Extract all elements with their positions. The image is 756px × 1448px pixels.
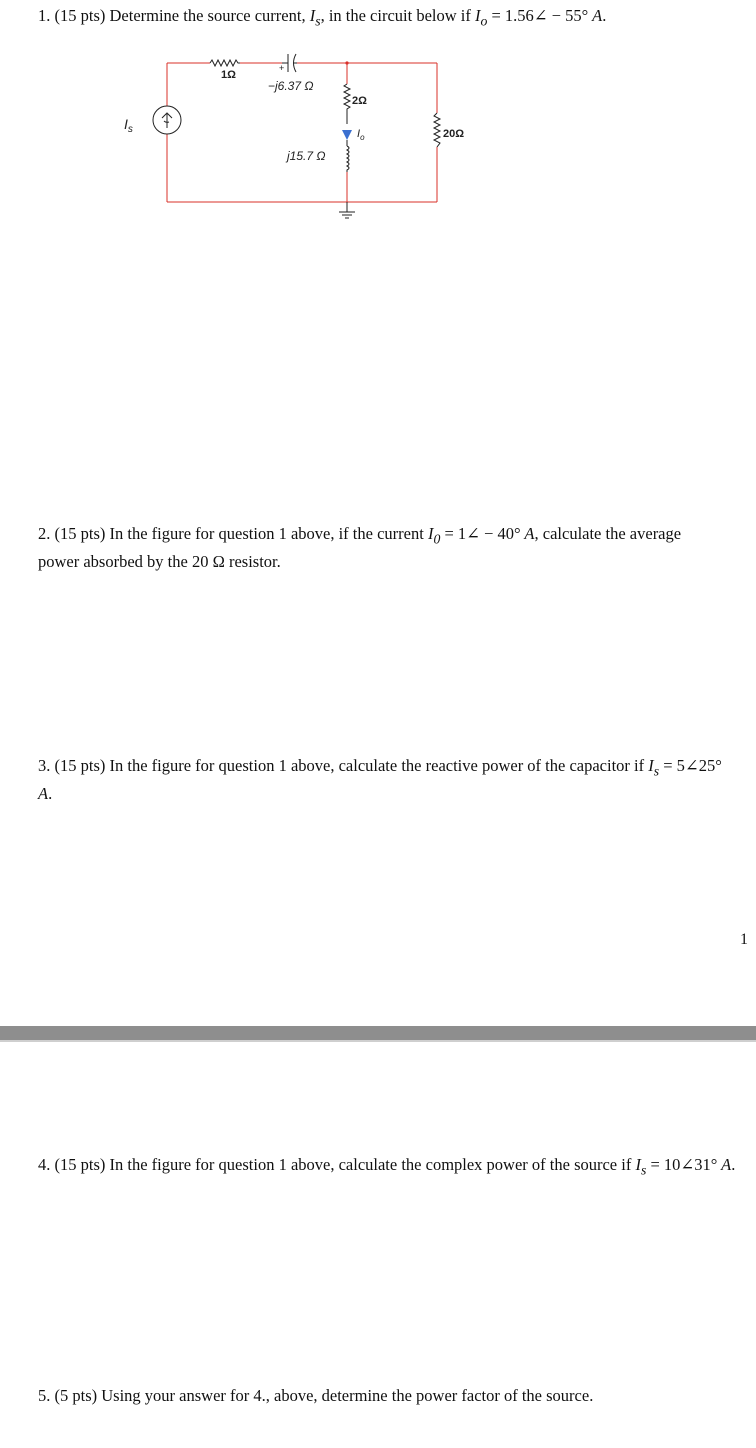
current-io-label: $I_o$: [357, 128, 365, 142]
question-1: 1. (15 pts) Determine the source current, $I_s$, in the circuit below if $I_o$ = 1.56∠ − 55° A.: [38, 6, 607, 29]
page-number: 1: [740, 931, 748, 948]
question-1-value: = 1.56∠ − 55°: [487, 6, 589, 25]
question-4: 4. (15 pts) In the figure for question 1 above, calculate the complex power of the source if $I_s$ = 10∠31° A.: [38, 1155, 736, 1178]
var-is: $I_s$: [648, 756, 660, 779]
current-arrow-io: [342, 130, 352, 140]
circuit-diagram: [100, 40, 465, 230]
var-is: $I_s$: [309, 6, 321, 29]
var-is: $I_s$: [635, 1155, 647, 1178]
question-2: 2. (15 pts) In the figure for question 1 above, if the current $I_0$ = 1∠ − 40° A, calculate the average power absorbed by the 20 Ω resistor.: [38, 524, 682, 572]
inductor-label: j15.7 Ω: [287, 149, 326, 163]
question-1-text: 1. (15 pts) Determine the source current,: [38, 6, 306, 25]
question-5: 5. (5 pts) Using your answer for 4., above, determine the power factor of the source.: [38, 1386, 594, 1405]
inductor-coil: [347, 146, 349, 172]
resistor-20ohm: [434, 113, 440, 147]
junction-dot: [345, 61, 348, 64]
var-io: $I_o$: [474, 6, 488, 29]
source-current-label: $I_s$: [124, 116, 133, 135]
question-1-middle: , in the circuit below if: [320, 6, 471, 25]
resistor-2ohm: [344, 84, 350, 124]
resistor-20ohm-label: 20Ω: [443, 128, 465, 140]
ground-icon: [339, 202, 355, 218]
page-break: [0, 1026, 756, 1042]
question-1-unit: A: [588, 6, 603, 25]
capacitor-label: −j6.37 Ω: [268, 79, 314, 93]
resistor-1ohm-label: 1Ω: [221, 69, 236, 81]
var-i0: $I_0$: [427, 524, 441, 547]
question-3: 3. (15 pts) In the figure for question 1 above, calculate the reactive power of the capacitor if $I_s$ = 5∠25° A.: [38, 756, 722, 804]
resistor-2ohm-label: 2Ω: [352, 95, 367, 107]
resistor-1ohm: [210, 60, 240, 66]
capacitor-plus-sign: +: [279, 63, 285, 73]
